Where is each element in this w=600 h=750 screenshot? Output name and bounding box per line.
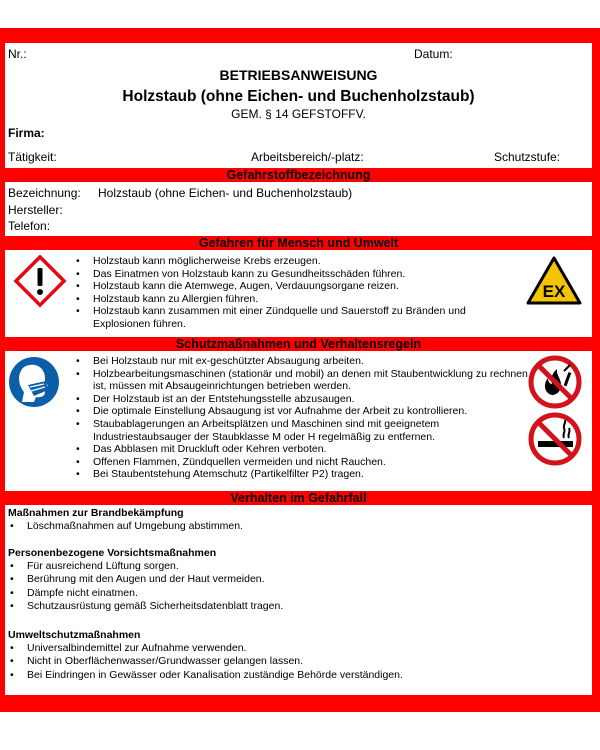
ex-warning-icon [526,256,582,306]
list-item: • Die optimale Einstellung Absaugung ist vor Aufnahme der Arbeit zu kontrollieren. [93,405,533,418]
list-item: • Holzstaub kann zusammen mit einer Zündquelle und Sauerstoff zu Bränden und Explosionen führen. [93,305,513,330]
list-item: • Holzbearbeitungsmaschinen (stationär und mobil) an denen mit Staubentwicklung zu rechnen ist, müssen mit Absaugeinrichtungen betrieben werden. [93,368,533,393]
bezeichnung-label: Bezeichnung: [8,186,81,200]
arbeitsbereich-label: Arbeitsbereich/-platz: [251,150,364,164]
list-item: • Nicht in Oberflächenwasser/Grundwasser gelangen lassen. [27,655,403,668]
list-item: • Dämpfe nicht einatmen. [27,587,283,600]
respirator-mandatory-icon [8,356,60,408]
regulation-reference: GEM. § 14 GEFSTOFFV. [231,107,366,121]
hersteller-label: Hersteller: [8,203,63,217]
list-item: • Löschmaßnahmen auf Umgebung abstimmen. [27,520,243,533]
firma-label: Firma: [8,126,45,140]
section-header-gefahrstoff: Gefahrstoffbezeichnung [5,168,592,182]
schutz-list [93,355,533,481]
document-title: BETRIEBSANWEISUNG [219,67,378,83]
section-header-schutz: Schutzmaßnahmen und Verhaltensregeln [5,337,592,351]
list-item: • Holzstaub kann möglicherweise Krebs erzeugen. [93,255,513,268]
section-header-gefahren: Gefahren für Mensch und Umwelt [5,236,592,250]
bezeichnung-value: Holzstaub (ohne Eichen- und Buchenholzstaub) [98,186,353,200]
no-open-flame-icon [528,355,582,409]
schutzstufe-label: Schutzstufe: [494,150,561,164]
nr-label: Nr.: [8,47,27,61]
list-item: • Offenen Flammen, Zündquellen vermeiden und nicht Rauchen. [93,456,533,469]
list-item: • Bei Eindringen in Gewässer oder Kanalisation zuständige Behörde verständigen. [27,669,403,682]
telefon-label: Telefon: [8,219,51,233]
ghs-exclamation-icon [12,253,68,309]
list-item: • Holzstaub kann die Atemwege, Augen, Verdauungsorgane reizen. [93,280,513,293]
list-item: • Bei Holzstaub nur mit ex-geschützter Absaugung arbeiten. [93,355,533,368]
document-subtitle: Holzstaub (ohne Eichen- und Buchenholzstaub) [122,88,475,105]
list-item: • Staubablagerungen an Arbeitsplätzen und Maschinen sind mit geeignetem Industriestaubsauger der Staubklasse M oder H regelmäßig zu entfernen. [93,418,533,443]
list-item: • Berührung mit den Augen und der Haut vermeiden. [27,573,283,586]
list-item: • Schutzausrüstung gemäß Sicherheitsdatenblatt tragen. [27,600,283,613]
datum-label: Datum: [414,47,453,61]
list-item: • Holzstaub kann zu Allergien führen. [93,293,513,306]
list-item: • Universalbindemittel zur Aufnahme verwenden. [27,642,403,655]
ex-label: EX [542,282,566,301]
gefahren-list [93,255,513,331]
brand-list [27,520,243,533]
list-item: • Der Holzstaub ist an der Entstehungsstelle abzusaugen. [93,393,533,406]
list-item: • Für ausreichend Lüftung sorgen. [27,560,283,573]
umwelt-list [27,642,403,682]
no-smoking-icon [528,412,582,466]
list-item: • Bei Staubentstehung Atemschutz (Partikelfilter P2) tragen. [93,468,533,481]
personen-list [27,560,283,614]
taetigkeit-label: Tätigkeit: [8,150,57,164]
umwelt-heading: Umweltschutzmaßnahmen [8,629,141,641]
brand-heading: Maßnahmen zur Brandbekämpfung [8,507,184,519]
list-item: • Das Abblasen mit Druckluft oder Kehren verboten. [93,443,533,456]
list-item: • Das Einatmen von Holzstaub kann zu Gesundheitsschäden führen. [93,268,513,281]
section-header-gefahrfall: Verhalten im Gefahrfall [5,491,592,505]
personen-heading: Personenbezogene Vorsichtsmaßnahmen [8,547,217,559]
